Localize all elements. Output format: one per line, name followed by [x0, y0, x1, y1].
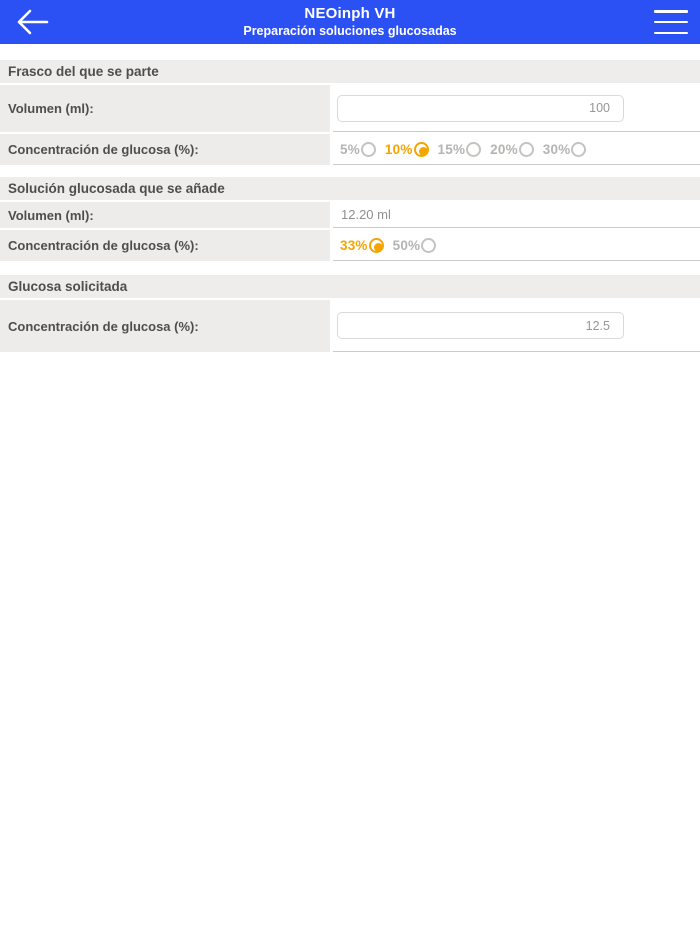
- back-button[interactable]: [10, 5, 54, 39]
- radio-label: 15%: [437, 141, 466, 157]
- section-header-frasco: Frasco del que se parte: [0, 60, 700, 83]
- radio-option-30[interactable]: [543, 142, 587, 157]
- field-label: Volumen (ml):: [0, 202, 330, 228]
- field-label: Concentración de glucosa (%):: [0, 134, 330, 165]
- radio-label: 30%: [542, 141, 571, 157]
- radio-circle-icon: [519, 142, 534, 157]
- row-concentracion-solicitada: [0, 300, 700, 352]
- radio-circle-icon: [414, 142, 429, 157]
- radio-circle-icon: [369, 238, 384, 253]
- radio-option-5[interactable]: [340, 142, 376, 157]
- hamburger-icon: [654, 32, 688, 35]
- field-content: [333, 134, 700, 165]
- concentracion-solucion-radiogroup: [333, 238, 445, 253]
- concentracion-frasco-radiogroup: [333, 142, 595, 157]
- hamburger-icon: [654, 10, 688, 13]
- page-subtitle: Preparación soluciones glucosadas: [243, 23, 457, 38]
- row-volumen-frasco: [0, 85, 700, 132]
- field-content: [333, 300, 700, 352]
- row-concentracion-frasco: [0, 134, 700, 165]
- row-concentracion-solucion: [0, 230, 700, 261]
- section-header-glucosa: Glucosa solicitada: [0, 275, 700, 298]
- volumen-frasco-input[interactable]: [337, 95, 624, 122]
- row-volumen-solucion: [0, 202, 700, 228]
- radio-circle-icon: [466, 142, 481, 157]
- volumen-solucion-value: 12.20 ml: [341, 207, 391, 222]
- radio-option-50[interactable]: [393, 238, 437, 253]
- field-content: [333, 230, 700, 261]
- section-header-solucion: Solución glucosada que se añade: [0, 177, 700, 200]
- field-content: [333, 202, 700, 228]
- radio-option-20[interactable]: [490, 142, 534, 157]
- app-title: NEOinph VH: [304, 4, 396, 22]
- radio-option-10[interactable]: [385, 142, 429, 157]
- radio-label: 10%: [384, 141, 413, 157]
- hamburger-icon: [654, 21, 688, 24]
- radio-circle-icon: [361, 142, 376, 157]
- radio-circle-icon: [571, 142, 586, 157]
- header-titles: [243, 5, 456, 39]
- radio-label: 20%: [490, 141, 518, 157]
- field-label: Concentración de glucosa (%):: [0, 230, 330, 261]
- app-header: [0, 0, 700, 44]
- radio-circle-icon: [421, 238, 436, 253]
- field-label: Concentración de glucosa (%):: [0, 300, 330, 352]
- field-label: Volumen (ml):: [0, 85, 330, 132]
- radio-option-15[interactable]: [438, 142, 482, 157]
- radio-label: 5%: [340, 141, 360, 157]
- field-content: [333, 85, 700, 132]
- menu-button[interactable]: [654, 7, 688, 37]
- radio-label: 50%: [392, 237, 421, 253]
- concentracion-solicitada-input[interactable]: [337, 312, 624, 339]
- back-arrow-icon: [14, 8, 50, 36]
- radio-label: 33%: [340, 237, 368, 253]
- radio-option-33[interactable]: [340, 238, 384, 253]
